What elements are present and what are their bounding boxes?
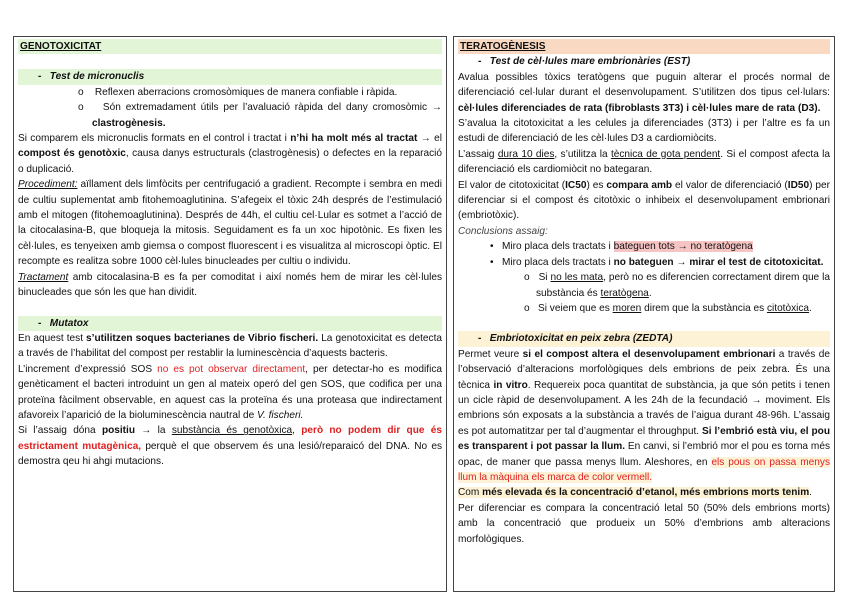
section-title-teratogenesis: TERATOGÈNESIS [458, 39, 830, 54]
micronuclei-treatment: Tractament amb citocalasina-B es fa per comoditat i així només hem de mirar les cèl·lules binucleades que són les que han dividit. [18, 271, 442, 299]
zedta-paragraph-2: Com més elevada és la concentració d’etanol, més embrions morts tenim. [458, 487, 812, 499]
est-paragraph-1: Avalua possibles tòxics teratògens que puguin alterar el procés normal de diferenciació cel·lular durant el desenvolupament. S’utilitzen dos tipus cel·lulars: cèl·lules diferenciades de rata (fibroblasts 3T3) i cèl·lules mare de rata (D3). [458, 71, 830, 114]
genotoxicity-column [13, 36, 447, 592]
est-paragraph-3: L’assaig dura 10 dies, s’utilitza la tècnica de gota pendent. Si el compost afecta la diferenciació els cardiomiòcit no bategaran. [458, 148, 830, 176]
est-conclusion-2: • Miro placa dels tractats i no bateguen → mirar el test de citotoxicitat. [490, 256, 824, 268]
micronuclei-procedure: Procediment: aïllament dels limfòcits per centrifugació a gradient. Recompte i sembra en medi de cultiu suplementat amb fitohemoaglutinina. S’afegeix el tòxic 24h després de l’estimulació amb el mitogen (fitohemoaglutinina). Després de 44h, el cultiu cel·Lular es sotmet a l’acció de la citocalasina-B, que bloqueja la mitosis. Seguidament es fa un xoc hipotònic. Es fixen les cèl·lules, es tenyeixen amb giemsa o compost fluorescent i es visualitza al microscopi òptic. El recompte es realitza sobre 1000 cèl·lules binucleades per cultiu o individu. [18, 179, 442, 268]
mutatox-paragraph-2: L’increment d’expressió SOS no es pot observar directament, per detectar-ho es modifica genèticament el bacteri introduint un gen al mateix operó del gen SOS, que codifica per una proteïna fàcilment observable, en aquest cas la proteïna és una proteasa que indirectament afavoreix l’aparició de la bioluminescència nautral de V. fischeri. [18, 363, 442, 421]
zedta-heading: - Embriotoxicitat en peix zebra (ZEDTA) [458, 331, 830, 346]
est-sub-conclusion-2: o Si veiem que es moren direm que la substància es citotòxica. [524, 302, 812, 314]
est-paragraph-4: El valor de citotoxicitat (IC50) es compara amb el valor de diferenciació (ID50) per diferenciar si el compost és citotòxic o inhibeix el desenvolupament embrionari (embriotòxic). [458, 179, 830, 222]
micronuclei-bullet-2: o Són extremadament útils per l’avaluació ràpida del dany cromosòmic → clastrogènesis. [78, 102, 442, 129]
est-paragraph-2: S’avalua la citotoxicitat a les celules ja diferenciades (3T3) i per l’altre es fa un estudi de diferenciació de les cèl·lules D3 a cardiomiòcits. [458, 118, 830, 145]
micronuclei-heading: - Test de micronuclis [18, 69, 442, 84]
est-heading: - Test de cèl·lules mare embrionàries (EST) [478, 56, 691, 68]
est-conclusions-label: Conclusions assaig: [458, 225, 548, 237]
zedta-paragraph-1: Permet veure si el compost altera el desenvolupament embrionari a través de l’observació d’alteracions morfològiques dels embrions de peix zebra. És una tècnica in vitro. Requereix poca quantitat de substància, ja que són petits i tenen un cicle ràpid de desenvolupament. A les 24h de la fecundació → moviment. Els embrions són exposats a la substància a través de l’aigua durant 48-96h. L’assaig es pot automatitzar per tal d’augmentar el throughput. Si l’embrió està viu, el pou es transparent i pot passar la llum. En canvi, si l’embrió mor el pou es torna més opac, de maner que passa menys llum. Aleshores, en els pous on passa menys llum la màquina els marca de color vermell. [458, 348, 830, 483]
micronuclei-paragraph-1: Si comparem els micronuclis formats en el control i tractat i n’hi ha molt més al tractat → el compost és genotòxic, causa danys estructurals (clastrogènesis) o defectes en la reparació o duplicació. [18, 133, 442, 175]
mutatox-paragraph-3: Si l’assaig dóna positiu → la substància és genotòxica, però no podem dir que és estrictament mutagènica, perquè el que observem és una lesió/reparaicó del DNA. No es demostra qeu hi ahgi mutacions. [18, 425, 442, 468]
mutatox-paragraph-1: En aquest test s’utilitzen soques bacterianes de Vibrio fischeri. La genotoxicitat es detecta a través de l’habilitat del compost per restablir la luminescència d’aquests bacteris. [18, 332, 442, 360]
mutatox-heading: - Mutatox [18, 316, 442, 331]
est-sub-conclusion-1: o Si no les mata, però no es diferencien correctament direm que la substància és teratògena. [524, 272, 831, 299]
section-title-genotoxicitat: GENOTOXICITAT [18, 39, 442, 54]
micronuclei-bullet-1: o Reflexen aberracions cromosòmiques de manera confiable i ràpida. [78, 86, 398, 98]
zedta-paragraph-3: Per diferenciar es compara la concentració letal 50 (50% dels embrions morts) amb la concentració que produeix un 50% d’embrions amb alteracions morfològiques. [458, 502, 830, 545]
est-conclusion-1: • Miro placa dels tractats i bateguen tots → no teratògena [490, 241, 753, 253]
teratogenesis-column [453, 36, 835, 592]
